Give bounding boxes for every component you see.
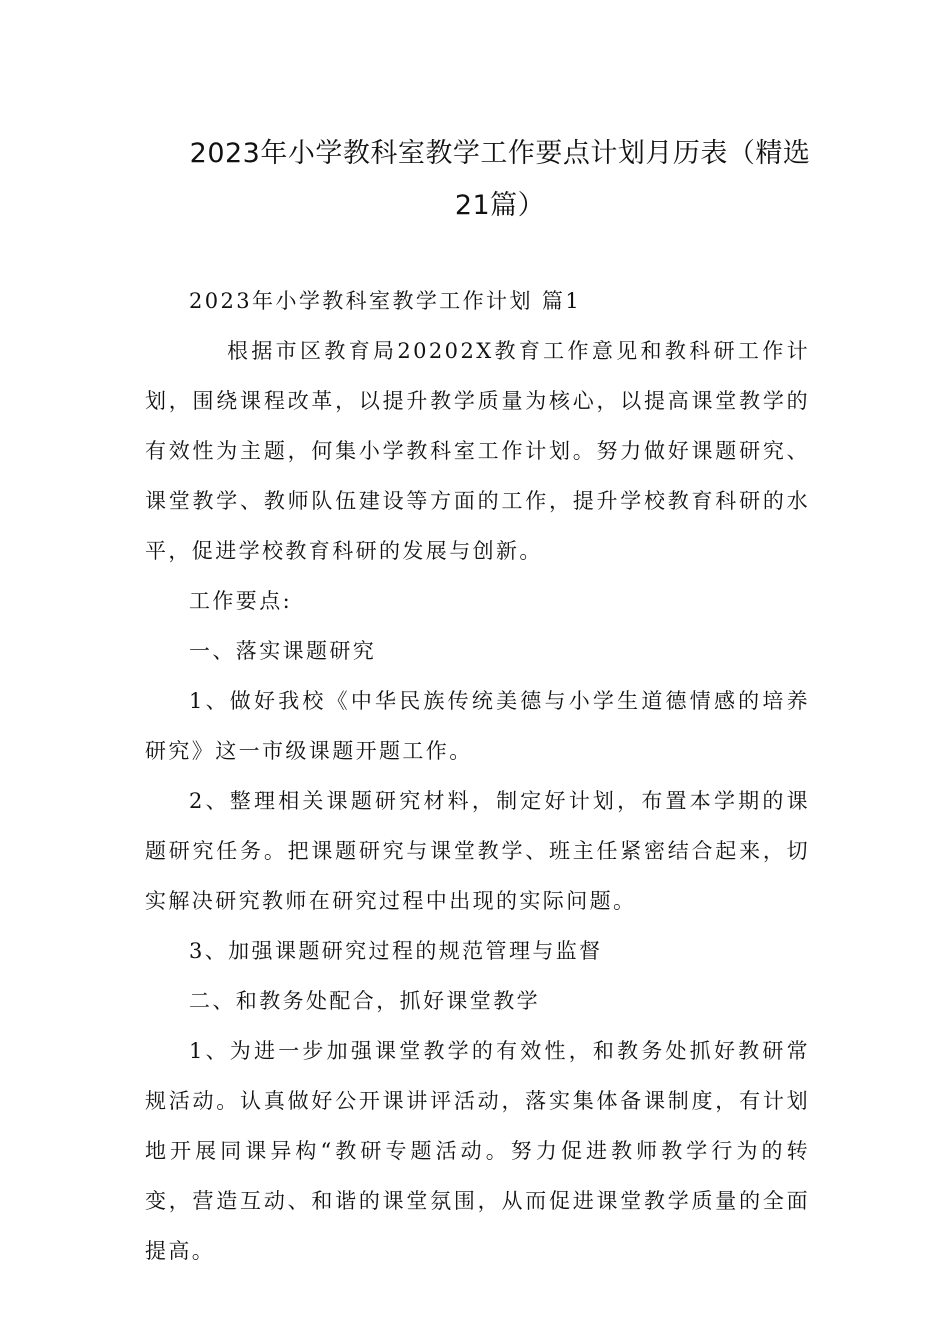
section-heading: 2023年小学教科室教学工作计划 篇1 bbox=[189, 289, 582, 313]
paragraph-intro: 根据市区教育局20202X教育工作意见和教科研工作计划，围绕课程改革，以提升教学质量为核心，以提高课堂教学的有效性为主题，何集小学教科室工作计划。努力做好课题研究、课堂教学、教师队伍建设等方面的工作，提升学校教育科研的水平，促进学校教育科研的发展与创新。 bbox=[145, 339, 810, 563]
paragraph-work-points: 工作要点: bbox=[189, 589, 293, 613]
paragraph-heading-research: 一、落实课题研究 bbox=[189, 639, 377, 663]
document-title: 2023年小学教科室教学工作要点计划月历表（精选21篇） bbox=[189, 138, 811, 221]
paragraph-classroom-item-1: 1、为进一步加强课堂教学的有效性，和教务处抓好教研常规活动。认真做好公开课讲评活动，落实集体备课制度，有计划地开展同课异构“教研专题活动。努力促进教师教学行为的转变，营造互动、和谐的课堂氛围，从而促进课堂教学质量的全面提高。 bbox=[145, 1039, 810, 1263]
document-body bbox=[145, 276, 810, 1276]
paragraph-item-2: 2、整理相关课题研究材料，制定好计划，布置本学期的课题研究任务。把课题研究与课堂教学、班主任紧密结合起来，切实解决研究教师在研究过程中出现的实际问题。 bbox=[145, 789, 810, 913]
paragraph-item-1: 1、做好我校《中华民族传统美德与小学生道德情感的培养研究》这一市级课题开题工作。 bbox=[145, 689, 810, 763]
paragraph-heading-classroom: 二、和教务处配合，抓好课堂教学 bbox=[189, 989, 540, 1013]
paragraph-item-3: 3、加强课题研究过程的规范管理与监督 bbox=[189, 939, 603, 963]
